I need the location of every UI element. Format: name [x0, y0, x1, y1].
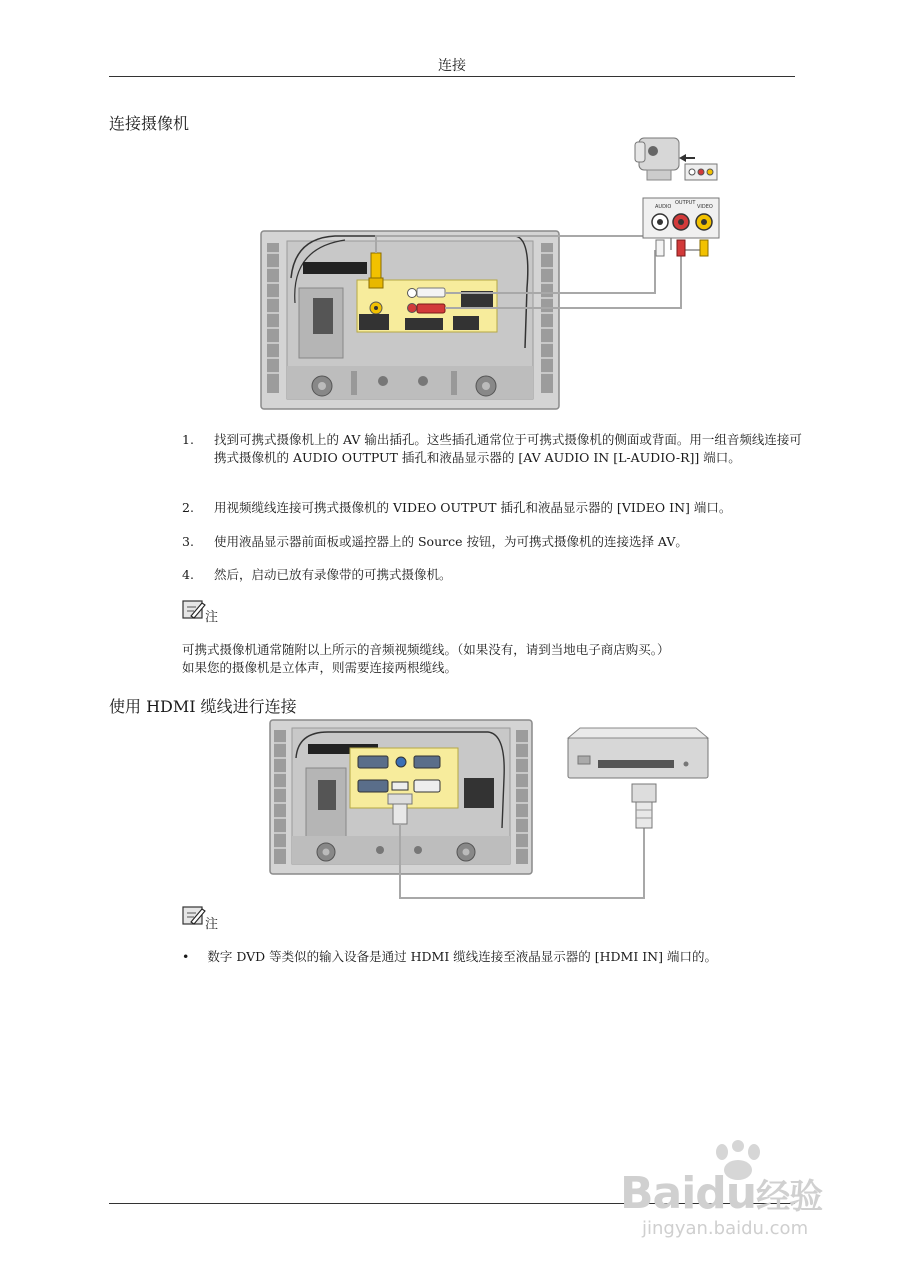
hdmi-bullet-item [182, 948, 802, 966]
step-3 [182, 533, 802, 551]
step-number: 2. [182, 500, 194, 515]
step-1 [182, 431, 802, 467]
baidu-watermark [620, 1140, 870, 1250]
section-heading-hdmi: 使用 HDMI 缆线进行连接 [109, 697, 297, 716]
note-text-2: 如果您的摄像机是立体声，则需要连接两根缆线。 [182, 660, 458, 675]
bullet-text: 数字 DVD 等类似的输入设备是通过 HDMI 缆线连接至液晶显示器的 [HDMI IN] 端口的。 [207, 949, 717, 964]
audio-label: AUDIO [655, 204, 672, 210]
bullet-marker: • [182, 949, 190, 964]
watermark-brand-cn: 经验 [756, 1177, 823, 1217]
step-text: 然后，启动已放有录像带的可携式摄像机。 [214, 567, 452, 582]
note-text-1: 可携式摄像机通常随附以上所示的音频视频缆线。（如果没有，请到当地电子商店购买。） [182, 642, 670, 657]
note-pencil-icon [182, 600, 206, 620]
camcorder-connection-diagram [255, 128, 725, 413]
output-label: OUTPUT [675, 200, 696, 206]
note-label: 注 [205, 610, 219, 625]
note-label-2: 注 [205, 917, 219, 932]
hdmi-connection-diagram [268, 718, 718, 903]
header-rule [109, 76, 795, 77]
watermark-url: jingyan.baidu.com [642, 1218, 809, 1239]
step-2 [182, 499, 802, 517]
step-number: 1. [182, 432, 194, 447]
watermark-brand: Baidu [620, 1168, 757, 1219]
step-text: 用视频缆线连接可携式摄像机的 VIDEO OUTPUT 插孔和液晶显示器的 [VIDEO IN] 端口。 [214, 500, 732, 515]
step-number: 3. [182, 534, 194, 549]
step-text: 使用液晶显示器前面板或遥控器上的 Source 按钮，为可携式摄像机的连接选择 AV。 [214, 534, 688, 549]
section-heading-camera: 连接摄像机 [109, 114, 190, 133]
video-label: VIDEO [697, 204, 713, 210]
page-header-title: 连接 [438, 58, 466, 74]
step-text: 找到可携式摄像机上的 AV 输出插孔。这些插孔通常位于可携式摄像机的侧面或背面。用一组音频线连接可携式摄像机的 AUDIO OUTPUT 插孔和液晶显示器的 [AV AUDIO IN [L-AUDIO-R]] 端口。 [214, 432, 802, 465]
step-number: 4. [182, 567, 194, 582]
step-4 [182, 566, 802, 584]
note-pencil-icon-2 [182, 906, 206, 926]
